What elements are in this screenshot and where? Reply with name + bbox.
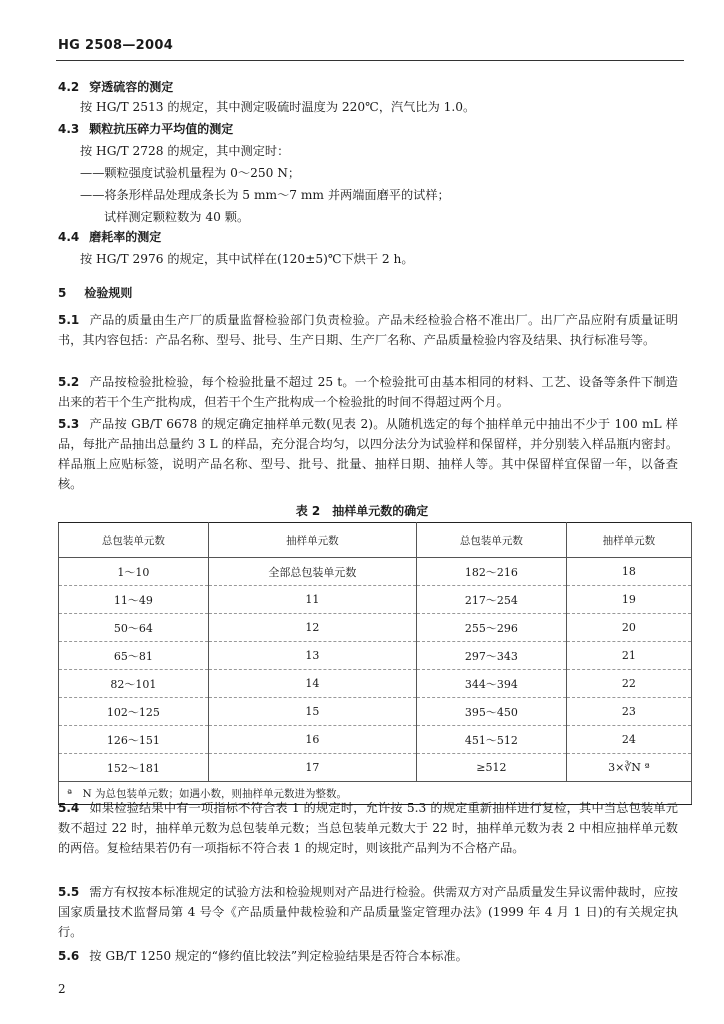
section-title: 穿透硫容的测定 [89, 80, 174, 94]
section-title: 检验规则 [84, 286, 133, 300]
table-cell: 50～64 [59, 614, 209, 642]
section-number: 5.2 [58, 375, 80, 389]
table-cell: 102～125 [59, 698, 209, 726]
section-number: 4.4 [58, 230, 80, 244]
section-number: 4.3 [58, 122, 80, 136]
section-5-4 [58, 798, 678, 858]
table-cell: 17 [208, 754, 416, 782]
section-5-heading [58, 284, 132, 302]
table-cell: 11～49 [59, 586, 209, 614]
table-header-row [59, 523, 692, 558]
section-number: 5 [58, 286, 67, 300]
section-text: 产品按 GB/T 6678 的规定确定抽样单元数(见表 2)。从随机选定的每个抽样单元中抽出不少于 100 mL 样品，每批产品抽出总量约 3 L 的样品，充分混合均匀，以四分法分为试验样和保留样，并分别装入样品瓶内密封。样品瓶上应贴标签，说明产品名称、型号、批号、批量、抽样日期、抽样人等。其中保留样宜保留一年，以备查核。 [58, 417, 678, 491]
section-number: 4.2 [58, 80, 80, 94]
section-5-1 [58, 310, 678, 350]
table-row [59, 558, 692, 586]
table-2-caption: 表 2 抽样单元数的确定 [295, 504, 429, 518]
table-cell: 14 [208, 670, 416, 698]
section-4-4-text: 按 HG/T 2976 的规定，其中试样在(120±5)℃下烘干 2 h。 [80, 252, 414, 266]
table-cell: 全部总包装单元数 [208, 558, 416, 586]
section-title: 颗粒抗压碎力平均值的测定 [89, 122, 234, 136]
section-5-2 [58, 372, 678, 412]
table-cell: 20 [566, 614, 691, 642]
column-header: 抽样单元数 [566, 523, 691, 558]
column-header: 抽样单元数 [208, 523, 416, 558]
section-5-6 [58, 946, 678, 966]
table-cell: ≥512 [416, 754, 566, 782]
table-row [59, 726, 692, 754]
table-cell: 1～10 [59, 558, 209, 586]
table-cell: 21 [566, 642, 691, 670]
table-cell: 182～216 [416, 558, 566, 586]
column-header: 总包装单元数 [59, 523, 209, 558]
table-cell: 82～101 [59, 670, 209, 698]
table-cell: 65～81 [59, 642, 209, 670]
section-number: 5.6 [58, 949, 80, 963]
section-4-3-line3: ——将条形样品处理成条长为 5 mm～7 mm 并两端面磨平的试样； [80, 188, 450, 202]
section-4-3-line4: 试样测定颗粒数为 40 颗。 [104, 210, 250, 224]
table-cell: 152～181 [59, 754, 209, 782]
table-cell: 451～512 [416, 726, 566, 754]
table-cell: 23 [566, 698, 691, 726]
table-row [59, 754, 692, 782]
table-2 [58, 522, 692, 805]
table-row [59, 670, 692, 698]
table-row [59, 614, 692, 642]
table-cell: 13 [208, 642, 416, 670]
section-4-3-line1: 按 HG/T 2728 的规定，其中测定时： [80, 144, 290, 158]
section-4-2-text: 按 HG/T 2513 的规定，其中测定吸硫时温度为 220℃，汽气比为 1.0。 [80, 100, 476, 114]
table-cell: 12 [208, 614, 416, 642]
section-text: 如果检验结果中有一项指标不符合表 1 的规定时，允许按 5.3 的规定重新抽样进行复检，其中当总包装单元数不超过 22 时，抽样单元数为总包装单元数；当总包装单元数大于 22 时，抽样单元数为表 2 中相应抽样单元数的两倍。复检结果若仍有一项指标不符合表 1 的规定时，则该批产品判为不合格产品。 [58, 801, 678, 855]
section-number: 5.3 [58, 417, 80, 431]
table-cell: 11 [208, 586, 416, 614]
table-cell: 217～254 [416, 586, 566, 614]
header-rule [56, 60, 684, 61]
page-number: 2 [58, 982, 66, 996]
section-title: 磨耗率的测定 [89, 230, 162, 244]
section-text: 产品的质量由生产厂的质量监督检验部门负责检验。产品未经检验合格不准出厂。出厂产品应附有质量证明书，其内容包括：产品名称、型号、批号、生产日期、生产厂名称、产品质量检验内容及结果、执行标准号等。 [58, 313, 678, 347]
section-number: 5.4 [58, 801, 80, 815]
table-cell: 126～151 [59, 726, 209, 754]
table-row [59, 586, 692, 614]
table-cell: 297～343 [416, 642, 566, 670]
table-cell: 395～450 [416, 698, 566, 726]
section-5-3 [58, 414, 678, 494]
table-cell: 15 [208, 698, 416, 726]
section-text: 按 GB/T 1250 规定的“修约值比较法”判定检验结果是否符合本标准。 [89, 949, 468, 963]
table-cell: 344～394 [416, 670, 566, 698]
table-cell: 24 [566, 726, 691, 754]
table-cell: 19 [566, 586, 691, 614]
table-row [59, 642, 692, 670]
section-number: 5.5 [58, 885, 80, 899]
table-footnote: ª N 为总包装单元数；如遇小数，则抽样单元数进为整数。 [59, 782, 692, 805]
section-text: 产品按检验批检验，每个检验批量不超过 25 t。一个检验批可由基本相同的材料、工艺、设备等条件下制造出来的若干个生产批构成，但若干个生产批构成一个检验批的时间不得超过两个月。 [58, 375, 678, 409]
table-cell: 18 [566, 558, 691, 586]
section-4-3-heading [58, 120, 233, 138]
section-4-4-heading [58, 228, 161, 246]
table-cell: 255～296 [416, 614, 566, 642]
table-cell: 3×∛N ª [566, 754, 691, 782]
section-4-3-line2: ——颗粒强度试验机量程为 0～250 N； [80, 166, 301, 180]
column-header: 总包装单元数 [416, 523, 566, 558]
table-cell: 22 [566, 670, 691, 698]
table-row [59, 698, 692, 726]
section-4-2-heading [58, 78, 173, 96]
standard-number: HG 2508—2004 [58, 38, 174, 53]
section-text: 需方有权按本标准规定的试验方法和检验规则对产品进行检验。供需双方对产品质量发生异议需仲裁时，应按国家质量技术监督局第 4 号令《产品质量仲裁检验和产品质量鉴定管理办法》(1999 年 4 月 1 日)的有关规定执行。 [58, 885, 678, 939]
section-5-5 [58, 882, 678, 942]
table-cell: 16 [208, 726, 416, 754]
section-number: 5.1 [58, 313, 80, 327]
